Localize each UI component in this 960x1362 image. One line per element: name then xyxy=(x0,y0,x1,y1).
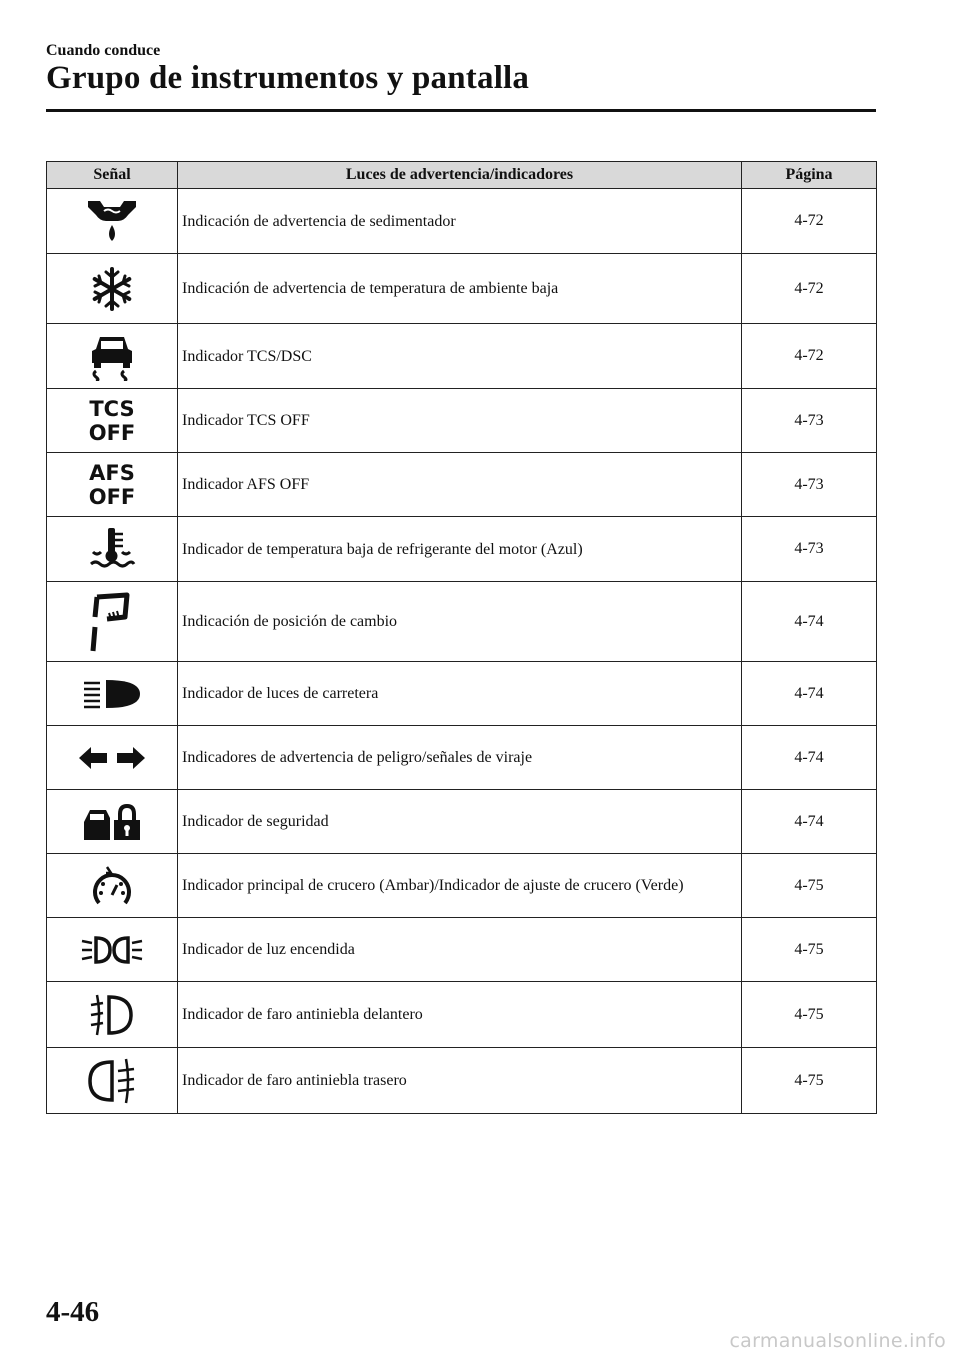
tcs-dsc-icon xyxy=(88,331,136,381)
signal-cell xyxy=(47,1048,178,1114)
tcs-off-icon xyxy=(89,397,136,445)
section-label: Cuando conduce xyxy=(46,42,161,59)
table-row xyxy=(47,324,877,389)
column-header-page: Página xyxy=(742,162,877,189)
shift-position-icon xyxy=(87,589,137,655)
signal-cell xyxy=(47,582,178,662)
tcs-off-icon-line1: TCS xyxy=(89,396,135,421)
signal-page: 4-72 xyxy=(742,254,877,324)
signal-page: 4-74 xyxy=(742,582,877,662)
table-row xyxy=(47,726,877,790)
tcs-off-icon-line2: OFF xyxy=(88,420,136,445)
table-row xyxy=(47,662,877,726)
table-row xyxy=(47,982,877,1048)
signal-page: 4-75 xyxy=(742,982,877,1048)
signal-page: 4-75 xyxy=(742,854,877,918)
signal-cell xyxy=(47,254,178,324)
table-row xyxy=(47,254,877,324)
title-rule xyxy=(46,109,876,112)
signal-description: Indicación de advertencia de temperatura de ambiente baja xyxy=(178,254,742,324)
coolant-temperature-icon xyxy=(87,526,137,572)
table-row xyxy=(47,582,877,662)
page-title: Grupo de instrumentos y pantalla xyxy=(46,60,530,96)
signal-page: 4-72 xyxy=(742,324,877,389)
signal-page: 4-74 xyxy=(742,662,877,726)
warning-lights-table xyxy=(46,161,877,1114)
signal-page: 4-74 xyxy=(742,726,877,790)
signal-cell xyxy=(47,918,178,982)
lights-on-icon xyxy=(80,933,144,967)
table-row xyxy=(47,389,877,453)
security-lock-car-icon xyxy=(80,802,144,842)
signal-cell xyxy=(47,517,178,582)
signal-page: 4-73 xyxy=(742,517,877,582)
table-row xyxy=(47,453,877,517)
signal-page: 4-75 xyxy=(742,918,877,982)
signal-cell xyxy=(47,453,178,517)
table-header-row xyxy=(47,162,877,189)
signal-cell xyxy=(47,790,178,854)
signal-cell xyxy=(47,189,178,254)
front-fog-light-icon xyxy=(89,991,135,1039)
signal-description: Indicador de temperatura baja de refrigerante del motor (Azul) xyxy=(178,517,742,582)
table-row xyxy=(47,918,877,982)
table-row xyxy=(47,1048,877,1114)
signal-cell xyxy=(47,324,178,389)
signal-page: 4-72 xyxy=(742,189,877,254)
high-beam-icon xyxy=(80,677,144,711)
column-header-signal: Señal xyxy=(47,162,178,189)
signal-page: 4-73 xyxy=(742,453,877,517)
signal-description: Indicador de seguridad xyxy=(178,790,742,854)
signal-description: Indicador TCS/DSC xyxy=(178,324,742,389)
turn-signal-arrows-icon xyxy=(77,744,147,772)
signal-description: Indicador de luz encendida xyxy=(178,918,742,982)
afs-off-icon xyxy=(89,461,136,509)
page-number: 4-46 xyxy=(46,1296,100,1328)
signal-page: 4-75 xyxy=(742,1048,877,1114)
signal-page: 4-74 xyxy=(742,790,877,854)
column-header-lights: Luces de advertencia/indicadores xyxy=(178,162,742,189)
signal-description: Indicador AFS OFF xyxy=(178,453,742,517)
cruise-control-icon xyxy=(87,863,137,909)
signal-description: Indicadores de advertencia de peligro/señales de viraje xyxy=(178,726,742,790)
signal-description: Indicación de posición de cambio xyxy=(178,582,742,662)
signal-cell xyxy=(47,389,178,453)
signal-cell xyxy=(47,726,178,790)
table-row xyxy=(47,517,877,582)
signal-description: Indicador de faro antiniebla trasero xyxy=(178,1048,742,1114)
table-row xyxy=(47,189,877,254)
snowflake-icon xyxy=(89,266,135,312)
afs-off-icon-line1: AFS xyxy=(89,460,135,485)
signal-description: Indicador TCS OFF xyxy=(178,389,742,453)
table-row xyxy=(47,854,877,918)
signal-description: Indicador principal de crucero (Ambar)/Indicador de ajuste de crucero (Verde) xyxy=(178,854,742,918)
signal-description: Indicador de faro antiniebla delantero xyxy=(178,982,742,1048)
rear-fog-light-icon xyxy=(86,1056,138,1106)
afs-off-icon-line2: OFF xyxy=(88,484,136,509)
signal-cell xyxy=(47,854,178,918)
signal-page: 4-73 xyxy=(742,389,877,453)
table-row xyxy=(47,790,877,854)
signal-cell xyxy=(47,982,178,1048)
signal-description: Indicación de advertencia de sedimentador xyxy=(178,189,742,254)
signal-description: Indicador de luces de carretera xyxy=(178,662,742,726)
signal-cell xyxy=(47,662,178,726)
sediment-warning-icon xyxy=(84,195,140,247)
watermark: carmanualsonline.info xyxy=(729,1330,946,1352)
